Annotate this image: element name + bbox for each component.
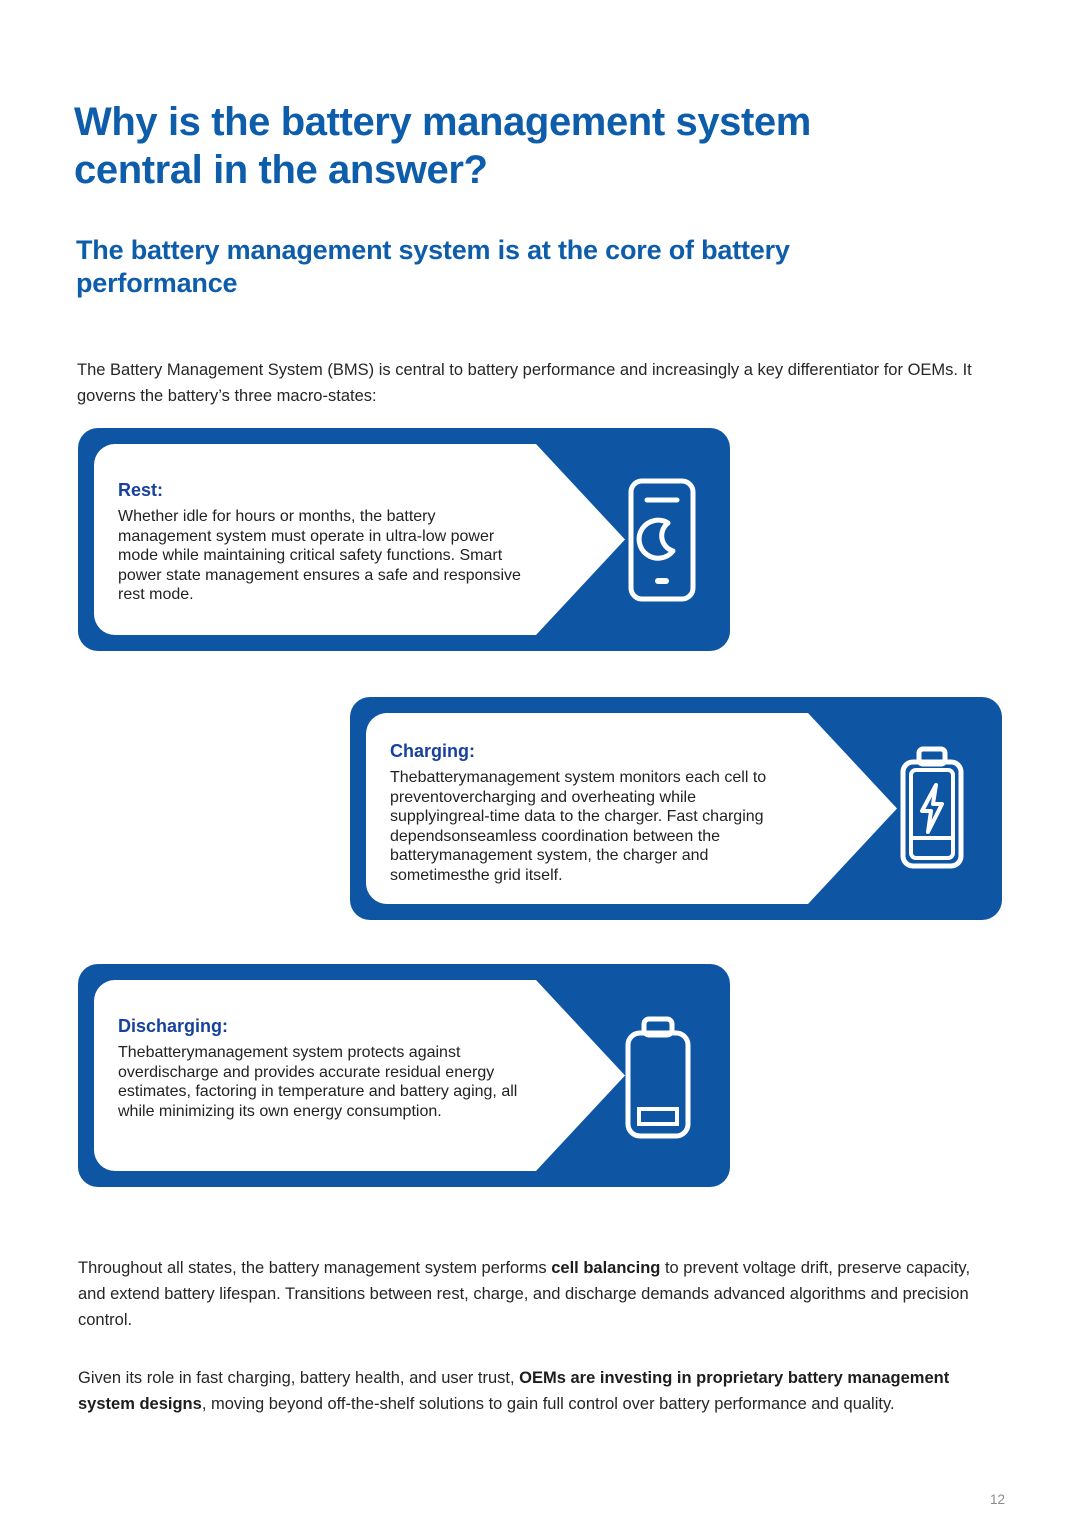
rest-card-label: Rest: [118, 480, 164, 500]
discharging-card [78, 964, 730, 1187]
page-number: 12 [989, 1492, 1005, 1507]
page-title [74, 98, 1014, 194]
closing-1-post: to prevent voltage drift, preserve capacity, and extend battery lifespan. Transitions between rest, charge, and discharge demands advanced algorithms and precision control. [78, 1258, 971, 1329]
closing-2-pre: Given its role in fast charging, battery health, and user trust, [78, 1368, 520, 1387]
closing-paragraph-2 [78, 1365, 973, 1417]
charging-card-label: Charging: [390, 741, 475, 761]
closing-2-bold: OEMs are investing in proprietary battery management system designs [78, 1368, 950, 1413]
phone-sleep-moon-icon [627, 477, 697, 603]
section-subtitle-line2: performance [76, 268, 238, 298]
closing-paragraph-1 [78, 1255, 973, 1333]
battery-low-icon [623, 1015, 693, 1141]
charging-card [350, 697, 1002, 920]
charging-card-text [390, 741, 794, 885]
closing-2-post: , moving beyond off-the-shelf solutions to gain full control over battery performance and quality. [201, 1394, 895, 1413]
discharging-card-text [118, 1016, 522, 1121]
closing-1-pre: Throughout all states, the battery management system performs [78, 1258, 552, 1277]
rest-card [78, 428, 730, 651]
intro-paragraph: The Battery Management System (BMS) is central to battery performance and increasingly a key differentiator for OEMs. It governs the battery’s three macro-states: [77, 360, 972, 405]
charging-card-body: Thebatterymanagement system monitors each cell to preventovercharging and overheating while supplyingreal-time data to the charger. Fast charging dependsonseamless coordination between the batterymanagement system, the charger and sometimesthe grid itself. [390, 769, 767, 884]
section-subtitle [76, 234, 976, 300]
page-title-line1: Why is the battery management system [74, 100, 811, 144]
battery-charging-icon [897, 745, 967, 871]
closing-1-bold: cell balancing [551, 1258, 661, 1277]
discharging-card-body: Thebatterymanagement system protects against overdischarge and provides accurate residual energy estimates, factoring in temperature and battery aging, all while minimizing its own energy consumption. [118, 1044, 518, 1120]
rest-card-text [118, 480, 522, 605]
section-subtitle-line1: The battery management system is at the core of battery [76, 235, 790, 265]
rest-card-body: Whether idle for hours or months, the battery management system must operate in ultra-low power mode while maintaining critical safety functions. Smart power state management ensures a safe and responsive rest mode. [118, 508, 521, 603]
discharging-card-label: Discharging: [118, 1016, 229, 1036]
page-title-line2: central in the answer? [74, 148, 488, 192]
